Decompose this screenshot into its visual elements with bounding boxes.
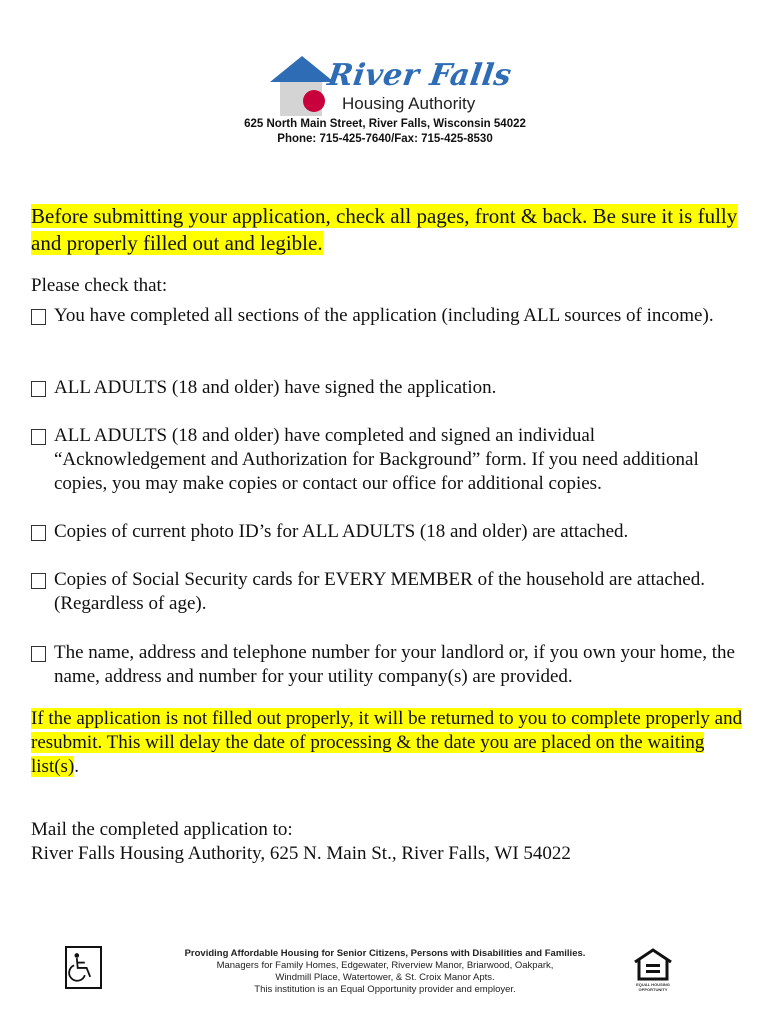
logo-subtitle: Housing Authority — [342, 94, 476, 113]
footer-tagline: Providing Affordable Housing for Senior Citizens, Persons with Disabilities and Families. — [184, 948, 586, 959]
checkbox[interactable] — [31, 573, 46, 589]
checklist-item-label: Copies of Social Security cards for EVERY MEMBER of the household are attached. (Regardless of age). — [54, 569, 705, 614]
checklist-item — [31, 424, 743, 496]
checklist-item — [31, 568, 743, 616]
checklist-heading: Please check that: — [31, 275, 168, 296]
checklist-item — [31, 520, 743, 544]
footer-line-2: Managers for Family Homes, Edgewater, Riverview Manor, Briarwood, Oakpark, — [216, 960, 554, 971]
checkbox[interactable] — [31, 381, 46, 397]
checklist-item-label: The name, address and telephone number for your landlord or, if you own your home, the name, address and number for your utility company(s) are provided. — [54, 642, 735, 687]
checklist-item — [31, 376, 743, 400]
checkbox[interactable] — [31, 525, 46, 541]
logo-title: River Falls — [325, 58, 514, 93]
warning-notice: If the application is not filled out properly, it will be returned to you to complete properly and resubmit. This will delay the date of processing & the date you are placed on the waiting list(s). — [31, 708, 743, 777]
footer-line-4: This institution is an Equal Opportunity provider and employer. — [254, 984, 516, 995]
eho-label: EQUAL HOUSING OPPORTUNITY — [636, 982, 670, 992]
intro-text: Before submitting your application, check all pages, front & back. Be sure it is fully and properly filled out and legible. — [31, 204, 738, 255]
mail-instructions — [31, 818, 743, 866]
checkbox[interactable] — [31, 309, 46, 325]
checklist-item-label: ALL ADULTS (18 and older) have completed and signed an individual “Acknowledgement and Authorization for Background” form. If you need additional copies, you may make copies or contact our office for additional copies. — [54, 425, 699, 494]
logo — [268, 54, 514, 120]
equal-housing-opportunity-icon — [628, 946, 678, 994]
checklist-item — [31, 641, 743, 689]
mail-address: River Falls Housing Authority, 625 N. Main St., River Falls, WI 54022 — [31, 843, 571, 864]
checkbox[interactable] — [31, 429, 46, 445]
checkbox[interactable] — [31, 646, 46, 662]
checklist-item-label: Copies of current photo ID’s for ALL ADULTS (18 and older) are attached. — [54, 521, 629, 542]
checklist-item-label: You have completed all sections of the application (including ALL sources of income). — [54, 305, 714, 326]
mail-line-1: Mail the completed application to: — [31, 819, 293, 840]
phone-line: Phone: 715-425-7640/Fax: 715-425-8530 — [277, 133, 493, 145]
checklist-item-label: ALL ADULTS (18 and older) have signed the application. — [54, 377, 497, 398]
checklist-item — [31, 304, 743, 328]
intro-notice — [31, 203, 743, 257]
address-line: 625 North Main Street, River Falls, Wisconsin 54022 — [244, 118, 526, 130]
warning-text: If the application is not filled out properly, it will be returned to you to complete properly and resubmit. This will delay the date of processing & the date you are placed on the waiting list(s) — [31, 708, 743, 777]
footer-line-3: Windmill Place, Watertower, & St. Croix Manor Apts. — [275, 972, 495, 983]
